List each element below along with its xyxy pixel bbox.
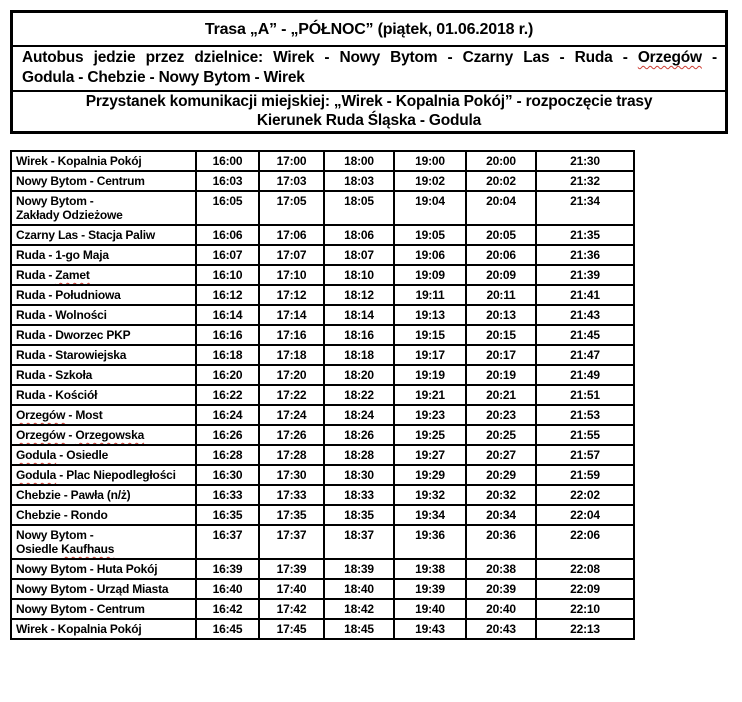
misspelled-word: Godula (16, 448, 57, 462)
departure-time-cell: 16:24 (196, 405, 259, 425)
departure-time-cell: 16:22 (196, 385, 259, 405)
departure-time-cell: 22:02 (536, 485, 634, 505)
text-run: Godula - Chebzie - Nowy Bytom - Wirek (22, 69, 305, 86)
stop-name-cell (11, 485, 196, 505)
header-block (10, 10, 728, 134)
departure-time-cell: 16:45 (196, 619, 259, 639)
text-run: - (701, 49, 717, 66)
departure-time-cell: 20:27 (466, 445, 536, 465)
misspelled-word: Orzegów (16, 408, 66, 422)
departure-time-cell: 22:10 (536, 599, 634, 619)
stop-name-cell (11, 445, 196, 465)
departure-time-cell: 16:12 (196, 285, 259, 305)
misspelled-word: Kaufhaus (61, 542, 115, 556)
departure-time-cell: 18:16 (324, 325, 394, 345)
departure-time-cell: 21:32 (536, 171, 634, 191)
timetable-row (11, 285, 634, 305)
departure-time-cell: 21:36 (536, 245, 634, 265)
departure-time-cell: 20:21 (466, 385, 536, 405)
departure-time-cell: 19:06 (394, 245, 466, 265)
departure-time-cell: 17:12 (259, 285, 324, 305)
text-run: - Osiedle (56, 448, 109, 462)
departure-time-cell: 16:14 (196, 305, 259, 325)
departure-time-cell: 16:33 (196, 485, 259, 505)
departure-time-cell: 17:30 (259, 465, 324, 485)
timetable-row (11, 325, 634, 345)
departure-time-cell: 20:40 (466, 599, 536, 619)
start-stop-info (13, 90, 725, 131)
misspelled-word: Orzegów (637, 49, 702, 66)
misspelled-word: Godula (16, 468, 57, 482)
departure-time-cell: 17:26 (259, 425, 324, 445)
text-run: Nowy Bytom - Centrum (16, 174, 145, 188)
departure-time-cell: 17:14 (259, 305, 324, 325)
departure-time-cell: 20:05 (466, 225, 536, 245)
departure-time-cell: 20:13 (466, 305, 536, 325)
stop-name-cell (11, 425, 196, 445)
misspelled-word: Zamet (55, 268, 90, 282)
departure-time-cell: 19:13 (394, 305, 466, 325)
text-run: Ruda - Starowiejska (16, 348, 127, 362)
departure-time-cell: 18:40 (324, 579, 394, 599)
departure-time-cell: 18:45 (324, 619, 394, 639)
text-run: - Most (65, 408, 103, 422)
stop-name-cell (11, 245, 196, 265)
departure-time-cell: 18:05 (324, 191, 394, 225)
stop-name-cell (11, 151, 196, 171)
departure-time-cell: 19:29 (394, 465, 466, 485)
text-run: Nowy Bytom - Huta Pokój (16, 562, 158, 576)
timetable (10, 150, 635, 640)
departure-time-cell: 18:07 (324, 245, 394, 265)
text-run: - (65, 428, 76, 442)
timetable-row (11, 151, 634, 171)
departure-time-cell: 16:05 (196, 191, 259, 225)
timetable-row (11, 305, 634, 325)
departure-time-cell: 18:20 (324, 365, 394, 385)
departure-time-cell: 20:09 (466, 265, 536, 285)
stop-name-cell (11, 325, 196, 345)
departure-time-cell: 18:14 (324, 305, 394, 325)
departure-time-cell: 16:18 (196, 345, 259, 365)
districts-line-1 (22, 48, 717, 68)
departure-time-cell: 20:11 (466, 285, 536, 305)
text-run: Ruda - Dworzec PKP (16, 328, 131, 342)
stop-name-cell (11, 171, 196, 191)
stop-name-cell (11, 225, 196, 245)
departure-time-cell: 16:39 (196, 559, 259, 579)
departure-time-cell: 18:42 (324, 599, 394, 619)
text-run: Ruda - 1-go Maja (16, 248, 109, 262)
departure-time-cell: 21:45 (536, 325, 634, 345)
departure-time-cell: 16:26 (196, 425, 259, 445)
stop-name-cell (11, 305, 196, 325)
departure-time-cell: 19:39 (394, 579, 466, 599)
departure-time-cell: 17:18 (259, 345, 324, 365)
departure-time-cell: 22:09 (536, 579, 634, 599)
departure-time-cell: 19:19 (394, 365, 466, 385)
departure-time-cell: 19:11 (394, 285, 466, 305)
timetable-row (11, 265, 634, 285)
direction-line: Kierunek Ruda Śląska - Godula (256, 111, 482, 129)
start-stop-line: Przystanek komunikacji miejskiej: „Wirek - Kopalnia Pokój” - rozpoczęcie trasy (85, 93, 653, 110)
text-run: Osiedle (16, 542, 62, 556)
departure-time-cell: 19:15 (394, 325, 466, 345)
departure-time-cell: 19:38 (394, 559, 466, 579)
departure-time-cell: 17:40 (259, 579, 324, 599)
departure-time-cell: 20:04 (466, 191, 536, 225)
misspelled-word: Orzegowska (75, 428, 145, 442)
departure-time-cell: 19:04 (394, 191, 466, 225)
departure-time-cell: 20:36 (466, 525, 536, 559)
departure-time-cell: 19:34 (394, 505, 466, 525)
text-run: Chebzie - Rondo (16, 508, 108, 522)
text-run: Nowy Bytom - Centrum (16, 602, 145, 616)
departure-time-cell: 17:45 (259, 619, 324, 639)
departure-time-cell: 19:09 (394, 265, 466, 285)
departure-time-cell: 20:19 (466, 365, 536, 385)
departure-time-cell: 21:55 (536, 425, 634, 445)
stop-name-cell (11, 599, 196, 619)
departure-time-cell: 20:02 (466, 171, 536, 191)
departure-time-cell: 20:38 (466, 559, 536, 579)
departure-time-cell: 16:20 (196, 365, 259, 385)
departure-time-cell: 18:35 (324, 505, 394, 525)
departure-time-cell: 22:06 (536, 525, 634, 559)
timetable-row (11, 525, 634, 559)
text-run: Wirek - Kopalnia Pokój (16, 622, 142, 636)
timetable-row (11, 579, 634, 599)
timetable-row (11, 385, 634, 405)
departure-time-cell: 19:27 (394, 445, 466, 465)
departure-time-cell: 20:00 (466, 151, 536, 171)
timetable-row (11, 425, 634, 445)
departure-time-cell: 20:29 (466, 465, 536, 485)
departure-time-cell: 21:30 (536, 151, 634, 171)
timetable-row (11, 465, 634, 485)
departure-time-cell: 19:21 (394, 385, 466, 405)
departure-time-cell: 17:03 (259, 171, 324, 191)
text-run: Ruda - (16, 268, 56, 282)
departure-time-cell: 22:13 (536, 619, 634, 639)
departure-time-cell: 17:39 (259, 559, 324, 579)
stop-name-cell (11, 365, 196, 385)
departure-time-cell: 18:28 (324, 445, 394, 465)
text-run: Ruda - Szkoła (16, 368, 93, 382)
departure-time-cell: 19:36 (394, 525, 466, 559)
text-run: Nowy Bytom - (16, 194, 94, 208)
departure-time-cell: 17:16 (259, 325, 324, 345)
stop-name-cell (11, 465, 196, 485)
departure-time-cell: 19:32 (394, 485, 466, 505)
departure-time-cell: 19:23 (394, 405, 466, 425)
timetable-row (11, 365, 634, 385)
text-run: - Plac Niepodległości (56, 468, 176, 482)
timetable-row (11, 485, 634, 505)
departure-time-cell: 17:22 (259, 385, 324, 405)
text-run: Zakłady Odzieżowe (16, 208, 123, 222)
departure-time-cell: 21:39 (536, 265, 634, 285)
departure-time-cell: 19:00 (394, 151, 466, 171)
departure-time-cell: 20:15 (466, 325, 536, 345)
departure-time-cell: 20:43 (466, 619, 536, 639)
departure-time-cell: 17:33 (259, 485, 324, 505)
departure-time-cell: 21:43 (536, 305, 634, 325)
text-run: Chebzie - Pawła (n/ż) (16, 488, 131, 502)
timetable-row (11, 445, 634, 465)
timetable-row (11, 171, 634, 191)
stop-name-cell (11, 385, 196, 405)
departure-time-cell: 17:42 (259, 599, 324, 619)
timetable-row (11, 345, 634, 365)
departure-time-cell: 19:40 (394, 599, 466, 619)
stop-name-cell (11, 559, 196, 579)
departure-time-cell: 19:43 (394, 619, 466, 639)
departure-time-cell: 18:30 (324, 465, 394, 485)
timetable-row (11, 245, 634, 265)
departure-time-cell: 20:06 (466, 245, 536, 265)
departure-time-cell: 18:24 (324, 405, 394, 425)
timetable-row (11, 505, 634, 525)
departure-time-cell: 21:47 (536, 345, 634, 365)
stop-name-cell (11, 579, 196, 599)
departure-time-cell: 21:59 (536, 465, 634, 485)
departure-time-cell: 18:26 (324, 425, 394, 445)
departure-time-cell: 17:00 (259, 151, 324, 171)
stop-name-cell (11, 525, 196, 559)
stop-name-cell (11, 265, 196, 285)
departure-time-cell: 20:39 (466, 579, 536, 599)
text-run: Wirek - Kopalnia Pokój (16, 154, 142, 168)
departure-time-cell: 18:39 (324, 559, 394, 579)
departure-time-cell: 16:03 (196, 171, 259, 191)
departure-time-cell: 16:40 (196, 579, 259, 599)
departure-time-cell: 16:16 (196, 325, 259, 345)
departure-time-cell: 21:49 (536, 365, 634, 385)
timetable-row (11, 599, 634, 619)
text-run: Nowy Bytom - Urząd Miasta (16, 582, 169, 596)
departure-time-cell: 17:20 (259, 365, 324, 385)
departure-time-cell: 16:07 (196, 245, 259, 265)
departure-time-cell: 16:10 (196, 265, 259, 285)
departure-time-cell: 18:37 (324, 525, 394, 559)
departure-time-cell: 17:10 (259, 265, 324, 285)
departure-time-cell: 18:12 (324, 285, 394, 305)
departure-time-cell: 17:37 (259, 525, 324, 559)
departure-time-cell: 22:04 (536, 505, 634, 525)
departure-time-cell: 19:25 (394, 425, 466, 445)
departure-time-cell: 19:05 (394, 225, 466, 245)
departure-time-cell: 18:18 (324, 345, 394, 365)
text-run: Autobus jedzie przez dzielnice: Wirek - Nowy Bytom - Czarny Las - Ruda - (22, 49, 638, 66)
departure-time-cell: 17:07 (259, 245, 324, 265)
departure-time-cell: 16:30 (196, 465, 259, 485)
departure-time-cell: 18:00 (324, 151, 394, 171)
text-run: Ruda - Kościół (16, 388, 98, 402)
departure-time-cell: 16:28 (196, 445, 259, 465)
timetable-row (11, 405, 634, 425)
timetable-body (11, 151, 634, 639)
departure-time-cell: 20:17 (466, 345, 536, 365)
districts-line-2 (22, 68, 717, 88)
route-title: Trasa „A” - „PÓŁNOC” (piątek, 01.06.2018 r.) (204, 21, 534, 38)
departure-time-cell: 20:25 (466, 425, 536, 445)
departure-time-cell: 16:37 (196, 525, 259, 559)
departure-time-cell: 22:08 (536, 559, 634, 579)
text-run: Ruda - Południowa (16, 288, 121, 302)
departure-time-cell: 18:06 (324, 225, 394, 245)
timetable-row (11, 225, 634, 245)
districts-info (13, 45, 725, 90)
departure-time-cell: 17:05 (259, 191, 324, 225)
departure-time-cell: 21:51 (536, 385, 634, 405)
stop-name-cell (11, 619, 196, 639)
departure-time-cell: 18:10 (324, 265, 394, 285)
stop-name-cell (11, 191, 196, 225)
departure-time-cell: 20:32 (466, 485, 536, 505)
departure-time-cell: 16:00 (196, 151, 259, 171)
text-run: Ruda - Wolności (16, 308, 107, 322)
departure-time-cell: 21:53 (536, 405, 634, 425)
departure-time-cell: 18:33 (324, 485, 394, 505)
departure-time-cell: 21:34 (536, 191, 634, 225)
text-run: Czarny Las - Stacja Paliw (16, 228, 156, 242)
text-run: Nowy Bytom - (16, 528, 94, 542)
stop-name-cell (11, 505, 196, 525)
departure-time-cell: 21:35 (536, 225, 634, 245)
departure-time-cell: 16:42 (196, 599, 259, 619)
misspelled-word: Orzegów (16, 428, 66, 442)
stop-name-cell (11, 405, 196, 425)
departure-time-cell: 19:02 (394, 171, 466, 191)
timetable-row (11, 619, 634, 639)
departure-time-cell: 20:23 (466, 405, 536, 425)
departure-time-cell: 18:22 (324, 385, 394, 405)
departure-time-cell: 21:41 (536, 285, 634, 305)
departure-time-cell: 18:03 (324, 171, 394, 191)
timetable-row (11, 559, 634, 579)
departure-time-cell: 20:34 (466, 505, 536, 525)
departure-time-cell: 17:24 (259, 405, 324, 425)
timetable-row (11, 191, 634, 225)
stop-name-cell (11, 345, 196, 365)
departure-time-cell: 16:06 (196, 225, 259, 245)
departure-time-cell: 17:35 (259, 505, 324, 525)
departure-time-cell: 17:28 (259, 445, 324, 465)
stop-name-cell (11, 285, 196, 305)
departure-time-cell: 19:17 (394, 345, 466, 365)
departure-time-cell: 16:35 (196, 505, 259, 525)
departure-time-cell: 17:06 (259, 225, 324, 245)
departure-time-cell: 21:57 (536, 445, 634, 465)
